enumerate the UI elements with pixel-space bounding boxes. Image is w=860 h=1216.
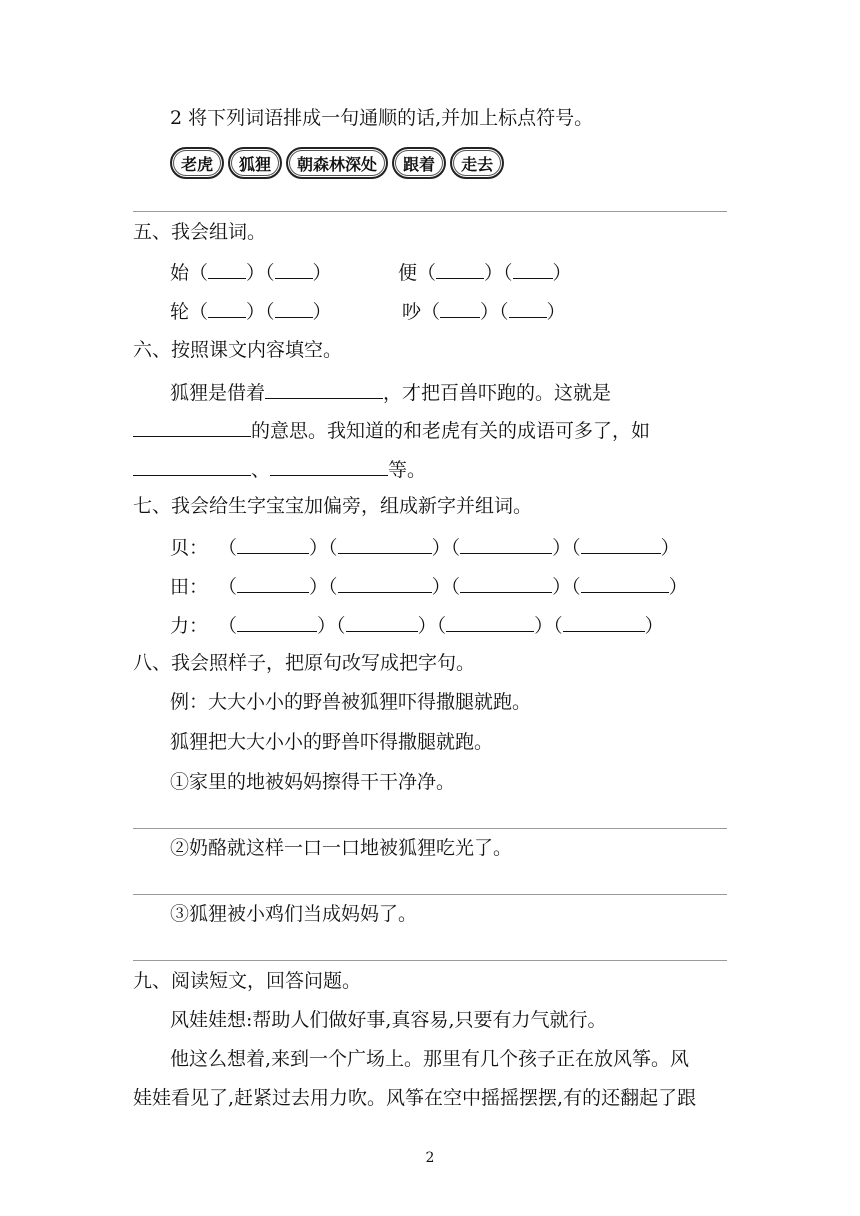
paren: （ — [571, 537, 581, 559]
q6-title: 六、按照课文内容填空。 — [133, 339, 343, 361]
q7-radical: 田： — [170, 576, 209, 598]
blank[interactable] — [133, 455, 251, 476]
q8-item-1: ①家里的地被妈妈擦得干干净净。 — [170, 771, 456, 793]
blank[interactable] — [460, 572, 552, 593]
q9-paragraph-2b: 娃娃看见了,赶紧过去用力吹。风筝在空中摇摇摆摆,有的还翻起了跟 — [133, 1087, 697, 1109]
q6-text: 的意思。我知道的和老虎有关的成语可多了，如 — [251, 420, 651, 442]
q6-text: ，才把百兽吓跑的。这就是 — [383, 382, 612, 404]
blank[interactable] — [513, 258, 553, 279]
q5-row-1 — [170, 258, 332, 285]
answer-line[interactable] — [133, 960, 727, 961]
blank[interactable] — [346, 611, 418, 632]
q7-radical: 力： — [170, 615, 209, 637]
paren: ） — [668, 576, 688, 598]
paren: （ — [553, 615, 563, 637]
blank[interactable] — [446, 611, 534, 632]
answer-line[interactable] — [133, 894, 727, 895]
q5-char: 吵（ — [402, 301, 441, 323]
blank[interactable] — [460, 533, 552, 554]
blank[interactable] — [275, 258, 313, 279]
word-pill: 狐狸 — [228, 147, 282, 179]
paren: （ — [218, 576, 238, 598]
q5-paren: ） — [552, 262, 572, 284]
q9-paragraph-2a: 他这么想着,来到一个广场上。那里有几个孩子正在放风筝。风 — [170, 1048, 690, 1070]
blank[interactable] — [581, 572, 669, 593]
q6-line-1 — [170, 378, 611, 405]
word-pill: 朝森林深处 — [286, 147, 388, 179]
paren: ） — [309, 576, 329, 598]
q6-line-3 — [133, 455, 426, 482]
blank[interactable] — [237, 611, 317, 632]
q5-row-2b — [402, 297, 566, 324]
blank[interactable] — [338, 533, 432, 554]
q5-paren: ） — [546, 301, 566, 323]
paren: ） — [431, 576, 451, 598]
q9-title: 九、阅读短文，回答问题。 — [133, 970, 362, 992]
paren: ） — [417, 615, 437, 637]
q6-line-2 — [133, 416, 650, 443]
paren: （ — [571, 576, 581, 598]
word-pill: 老虎 — [170, 147, 224, 179]
paren: （ — [218, 537, 238, 559]
q5-char: 轮（ — [170, 301, 209, 323]
answer-line[interactable] — [133, 828, 727, 829]
q9-paragraph-1: 风娃娃想:帮助人们做好事,真容易,只要有力气就行。 — [170, 1009, 607, 1031]
blank[interactable] — [270, 455, 388, 476]
word-pill: 跟着 — [392, 147, 446, 179]
q7-title: 七、我会给生字宝宝加偏旁，组成新字并组词。 — [133, 495, 533, 517]
paren: （ — [336, 615, 346, 637]
blank[interactable] — [275, 297, 313, 318]
q8-example-answer: 狐狸把大大小小的野兽吓得撒腿就跑。 — [170, 731, 494, 753]
page-number: 2 — [425, 1150, 435, 1166]
q6-text: 等。 — [388, 459, 427, 481]
q8-item-3: ③狐狸被小鸡们当成妈妈了。 — [170, 903, 418, 925]
q8-title: 八、我会照样子，把原句改写成把字句。 — [133, 652, 476, 674]
q5-char: 便（ — [398, 262, 437, 284]
q8-item-2: ②奶酪就这样一口一口地被狐狸吃光了。 — [170, 837, 513, 859]
q5-paren: ）（ — [484, 262, 513, 284]
q5-paren: ）（ — [246, 262, 275, 284]
q5-title: 五、我会组词。 — [133, 221, 267, 243]
paren: ） — [644, 615, 664, 637]
q5-char: 始（ — [170, 262, 209, 284]
blank[interactable] — [208, 258, 246, 279]
blank[interactable] — [237, 572, 309, 593]
answer-line — [133, 211, 727, 212]
q5-row-1b — [398, 258, 572, 285]
q5-paren: ） — [312, 301, 332, 323]
paren: ） — [552, 537, 572, 559]
paren: ） — [660, 537, 680, 559]
q7-row-tian — [170, 572, 688, 599]
paren: （ — [328, 537, 338, 559]
paren: ） — [552, 576, 572, 598]
paren: ） — [534, 615, 554, 637]
blank[interactable] — [208, 297, 246, 318]
paren: ） — [317, 615, 337, 637]
q8-example: 例：大大小小的野兽被狐狸吓得撒腿就跑。 — [170, 691, 532, 713]
paren: ） — [431, 537, 451, 559]
blank[interactable] — [265, 378, 383, 399]
word-pill: 走去 — [450, 147, 504, 179]
blank[interactable] — [436, 258, 484, 279]
word-pills — [170, 147, 504, 179]
q7-row-li — [170, 611, 664, 638]
blank[interactable] — [338, 572, 432, 593]
paren: ） — [309, 537, 329, 559]
blank[interactable] — [581, 533, 661, 554]
paren: （ — [328, 576, 338, 598]
q4-sub2-instruction: 2 将下列词语排成一句通顺的话,并加上标点符号。 — [170, 107, 594, 129]
blank[interactable] — [237, 533, 309, 554]
q5-paren: ） — [312, 262, 332, 284]
blank[interactable] — [563, 611, 645, 632]
q5-row-2 — [170, 297, 332, 324]
q6-text: 狐狸是借着 — [170, 382, 266, 404]
paren: （ — [450, 537, 461, 559]
blank[interactable] — [133, 416, 251, 437]
q7-row-bei — [170, 533, 680, 560]
blank[interactable] — [509, 297, 547, 318]
blank[interactable] — [440, 297, 480, 318]
q7-radical: 贝： — [170, 537, 209, 559]
paren: （ — [218, 615, 238, 637]
paren: （ — [450, 576, 461, 598]
paren: （ — [436, 615, 447, 637]
q5-paren: ）（ — [480, 301, 509, 323]
q5-paren: ）（ — [246, 301, 275, 323]
q6-text: 、 — [251, 459, 271, 481]
